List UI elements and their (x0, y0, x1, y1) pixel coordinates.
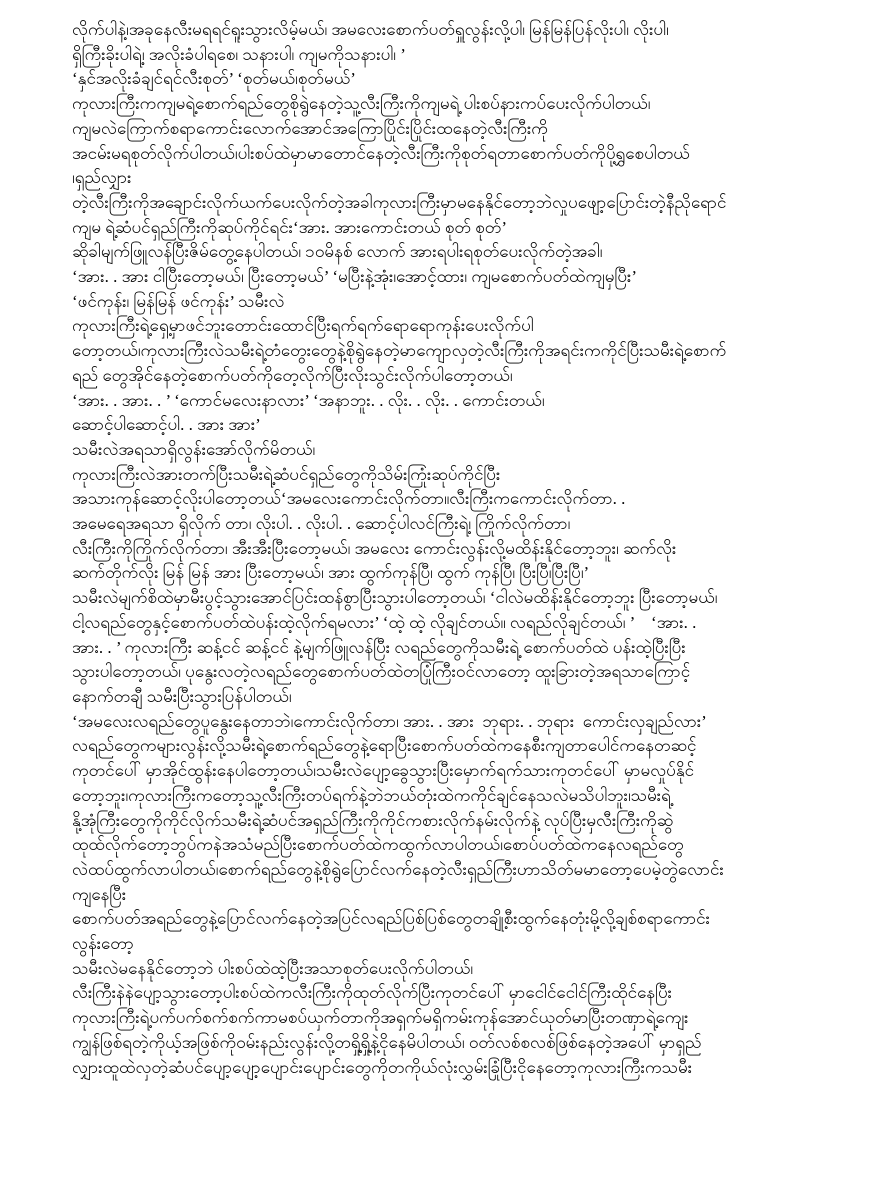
text-line: ဆက်တိုက်လိုး မြန် မြန် အား ပြီးတော့မယ်၊ အား ထွက်ကုန်ပြီ၊ ထွက် ကုန်ပြီ၊ ပြီးပြီ၊ပြီးပြီ၊’ (72, 563, 590, 583)
text-line: ကုလားကြီးရဲ့ရှေ့မှာဖင်ဘူးတောင်းထောင်ပြီးရက်ရက်ရောရောကုန်းပေးလိုက်ပါ (72, 316, 534, 336)
text-line: သမီးလဲအရသာရှိလွန်းအော်လိုက်မိတယ်၊ (72, 439, 316, 459)
text-line: အား. . ’ ကုလားကြီး ဆန့်ငင် ဆန့်ငင် နဲ့မျက်ဖြူလန်ပြီး လရည်တွေကိုသမီးရဲ့ စောက်ပတ်ထဲ ပန်းထဲ့ပြီးပြီး (72, 637, 686, 657)
text-line: အသားကုန်ဆောင့်လိုးပါတော့တယ်‘အမလေးကောင်းလိုက်တာ။လီးကြီးကကောင်းလိုက်တာ. . (72, 489, 626, 509)
text-line: ‘အမလေးလရည်တွေပူနွေးနေတာဘဲ၊ကောင်းလိုက်တာ၊ အား. . အား ဘုရား. . ဘုရား ကောင်းလှချည်လား’ (72, 711, 707, 731)
text-line: ‘အား. . အား ငါပြီးတော့မယ်၊ ပြီးတော့မယ်’ ‘မပြီးနဲ့အုံး၊အောင့်ထား၊ ကျမစောက်ပတ်ထဲကျမှပြီး’ (72, 267, 638, 287)
document-body (72, 18, 866, 1080)
text-line: ကုလားကြီးကကျမရဲ့စောက်ရည်တွေစိုရွဲနေတဲ့သူ့လီးကြီးကိုကျမရဲ့ ပါးစပ်နားကပ်ပေးလိုက်ပါတယ်၊ (72, 94, 651, 114)
text-line: လရည်တွေကများလွန်းလို့သမီးရဲ့စောက်ရည်တွေနဲ့ရောပြီးစောက်ပတ်ထဲကနေစီးကျတာပေါင်ကနေတဆင့် (72, 736, 697, 756)
text-line: ငါ့လရည်တွေနှင့်စောက်ပတ်ထဲပန်းထဲ့လိုက်ရမလား’ ‘ထဲ့ ထဲ့ လိုချင်တယ်။ လရည်လိုချင်တယ်၊ ’ ‘အား. . (72, 612, 697, 632)
text-line: သမီးလဲမနေနိုင်တော့ဘဲ ပါးစပ်ထဲထဲ့ပြီးအသာစုတ်ပေးလိုက်ပါတယ်၊ (72, 958, 474, 978)
text-line: ‘နှင်အလိုးခံချင်ရင်လီးစုတ်’ ‘စုတ်မယ်၊စုတ်မယ်’ (72, 69, 356, 89)
text-line: ကျမ ရဲ့ဆံပင်ရှည်ကြီးကိုဆုပ်ကိုင်ရင်း‘အား. အားကောင်းတယ် စုတ် စုတ်’ (72, 217, 507, 237)
text-line: ဆိုခါမျက်ဖြူလန်ပြီးဇိမ်တွေ့နေပါတယ်၊ ၁၀မိနစ် လောက် အားရပါးရစုတ်ပေးလိုက်တဲ့အခါ၊ (72, 242, 603, 262)
text-line: လဲထပ်ထွက်လာပါတယ်၊စောက်ရည်တွေနဲ့စိုရွဲပြောင်လက်နေတဲ့လီးရှည်ကြီးဟာသိတ်မမာတော့ပေမဲ့တွဲလောင်း (72, 859, 724, 879)
text-line: နို့အုံကြီးတွေကိုကိုင်လိုက်သမီးရဲ့ဆံပင်အရှည်ကြီးကိုကိုင်ကစားလိုက်နမ်းလိုက်နဲ့ လုပ်ပြီးမှလီးကြီးကိုဆွဲ (72, 810, 674, 830)
text-line: တော့တယ်၊ကုလားကြီးလဲသမီးရဲ့တံတွေးတွေနဲ့စိုရွဲနေတဲ့မာကျောလှတဲ့လီးကြီးကိုအရင်းကကိုင်ပြီးသမီးရဲ့စောက် (72, 341, 727, 361)
text-line: ဆောင့်ပါဆောင့်ပါ. . အား အား’ (72, 415, 261, 435)
text-line: ၊ရှည်လျှား (72, 168, 132, 188)
text-line: အမေရေအရသာ ရှိလိုက် တာ၊ လိုးပါ. . လိုးပါ. . ဆောင့်ပါလင်ကြီးရဲ့၊ ကြိုက်လိုက်တာ၊ (72, 514, 571, 534)
text-line: ရည် တွေအိုင်နေတဲ့စောက်ပတ်ကိုတေ့လိုက်ပြီးလိုးသွင်းလိုက်ပါတော့တယ်၊ (72, 365, 513, 385)
text-line: သမီးလဲမျက်စိထဲမှာမီးပွင့်သွားအောင်ပြင်းထန်စွာပြီးသွားပါတော့တယ်၊ ‘ငါလဲမထိန်းနိုင်တော့ဘူး ပြီးတော့မယ်၊ (72, 588, 718, 608)
text-line: ကုလားကြီးရဲ့ပက်ပက်စက်စက်ကာမစပ်ယှက်တာကိုအရှက်မရှိကမ်းကုန်အောင်ယုတ်မာပြီးတဏှာရဲ့ကျေး (72, 1008, 689, 1028)
text-line: လီးကြီးကိုကြိုက်လိုက်တာ၊ အီးအီးပြီးတော့မယ်၊ အမလေး ကောင်းလွန်းလို့မထိန်းနိုင်တော့ဘူး၊ ဆက်လိုး (72, 538, 677, 558)
text-line: နောက်တချီ သမီးပြီးသွားပြန်ပါတယ်၊ (72, 686, 292, 706)
text-line: ကျမလဲကြောက်စရာကောင်းလောက်အောင်အကြောပြိုင်းပြိုင်းထနေတဲ့လီးကြီးကို (72, 118, 548, 138)
text-line: ရှိကြီးခိုးပါရဲ့၊ အလိုးခံပါရစေ၊ သနားပါ၊ ကျမကိုသနားပါ၊ ’ (72, 44, 406, 64)
text-line: လွန်းတော့ (72, 934, 134, 954)
text-line: တဲ့လီးကြီးကိုအချောင်းလိုက်ယက်ပေးလိုက်တဲ့အခါကုလားကြီးမှာမနေနိုင်တော့ဘဲလှုပဖျော့ပြောင်းတဲ့နီညိုရောင် (72, 192, 727, 212)
text-line: တော့ဘူး၊ကုလားကြီးကတော့သူ့လီးကြီးတပ်ရက်နဲ့ဘဲဘယ်တုံးထဲကကိုင်ချင်နေသလဲမသိပါဘူး၊သမီးရဲ့ (72, 785, 671, 805)
text-line: အငမ်းမရစုတ်လိုက်ပါတယ်၊ပါးစပ်ထဲမှာမာတောင်နေတဲ့လီးကြီးကိုစုတ်ရတာစောက်ပတ်ကိုပို့ရွှစေပါတယ် (72, 143, 690, 163)
text-line: လီးကြီးနဲနဲပျော့သွားတော့ပါးစပ်ထဲကလီးကြီးကိုထုတ်လိုက်ပြီးကုတင်ပေါ် မှာငေါင်ငေါင်ကြီးထိုင်နေပြီး (72, 983, 672, 1003)
text-line: ကျနေပြီး (72, 884, 127, 904)
text-line: လိုက်ပါနဲ့၊အခုနေလီးမရရင်ရူးသွားလိမ့်မယ်၊ အမလေးစောက်ပတ်ရှူလွန်းလို့ပါ၊ မြန်မြန်ပြန်လိုးပါ၊ လိုးပါ၊ (72, 20, 669, 39)
text-line: ‘ဖင်ကုန်း၊ မြန်မြန် ဖင်ကုန်း’ သမီးလဲ (72, 291, 285, 311)
text-line: ထုထ်လိုက်တော့ဘွပ်ကနဲအသံမည်ပြီးစောက်ပတ်ထဲကထွက်လာပါတယ်၊စောပ်ပတ်ထဲကနေလရည်တွေ (72, 835, 684, 855)
text-line: ကျွန်ဖြစ်ရတဲ့ကိုယ့်အဖြစ်ကိုဝမ်းနည်းလွန်းလို့တရှို့ရှို့နဲ့ငိုနေမိပါတယ်၊ ဝတ်လစ်စလစ်ဖြစ်နေတဲ့အပေါ် မှာရှည် (72, 1032, 702, 1052)
text-line: ‘အား. . အား. . ’ ‘ကောင်မလေးနာလား’ ‘အနာဘူး. . လိုး. . လိုး. . ကောင်းတယ်၊ (72, 390, 545, 410)
text-line: စောက်ပတ်အရည်တွေနဲ့ပြောင်လက်နေတဲ့အပြင်လရည်ပြစ်ပြစ်တွေတချို့စီးထွက်နေတုံးမို့လို့ချစ်စရာကောင်း (72, 909, 710, 929)
text-line: ကုတင်ပေါ် မှာအိုင်ထွန်းနေပါတော့တယ်၊သမီးလဲပျော့ခွေသွားပြီးမှောက်ရက်သားကုတင်ပေါ် မှာမလှုပ်နိုင် (72, 761, 695, 781)
text-line: လျှားထူထဲလှတဲ့ဆံပင်ပျော့ပျော့ပျောင်းပျောင်းတွေကိုတကိုယ်လုံးလွှမ်းခြုံပြီးငိုနေတော့ကုလားကြီးကသမီး (72, 1057, 693, 1077)
text-line: သွားပါတော့တယ်၊ ပုနွေးလတဲ့လရည်တွေစောက်ပတ်ထဲတပြုံကြီးဝင်လာတော့ ထူးခြားတဲ့အရသာကြောင့် (72, 662, 691, 682)
text-line: ကုလားကြီးလဲအားတက်ပြီးသမီးရဲ့ဆံပင်ရှည်တွေကိုသိမ်းကြုံးဆုပ်ကိုင်ပြီး (72, 464, 501, 484)
